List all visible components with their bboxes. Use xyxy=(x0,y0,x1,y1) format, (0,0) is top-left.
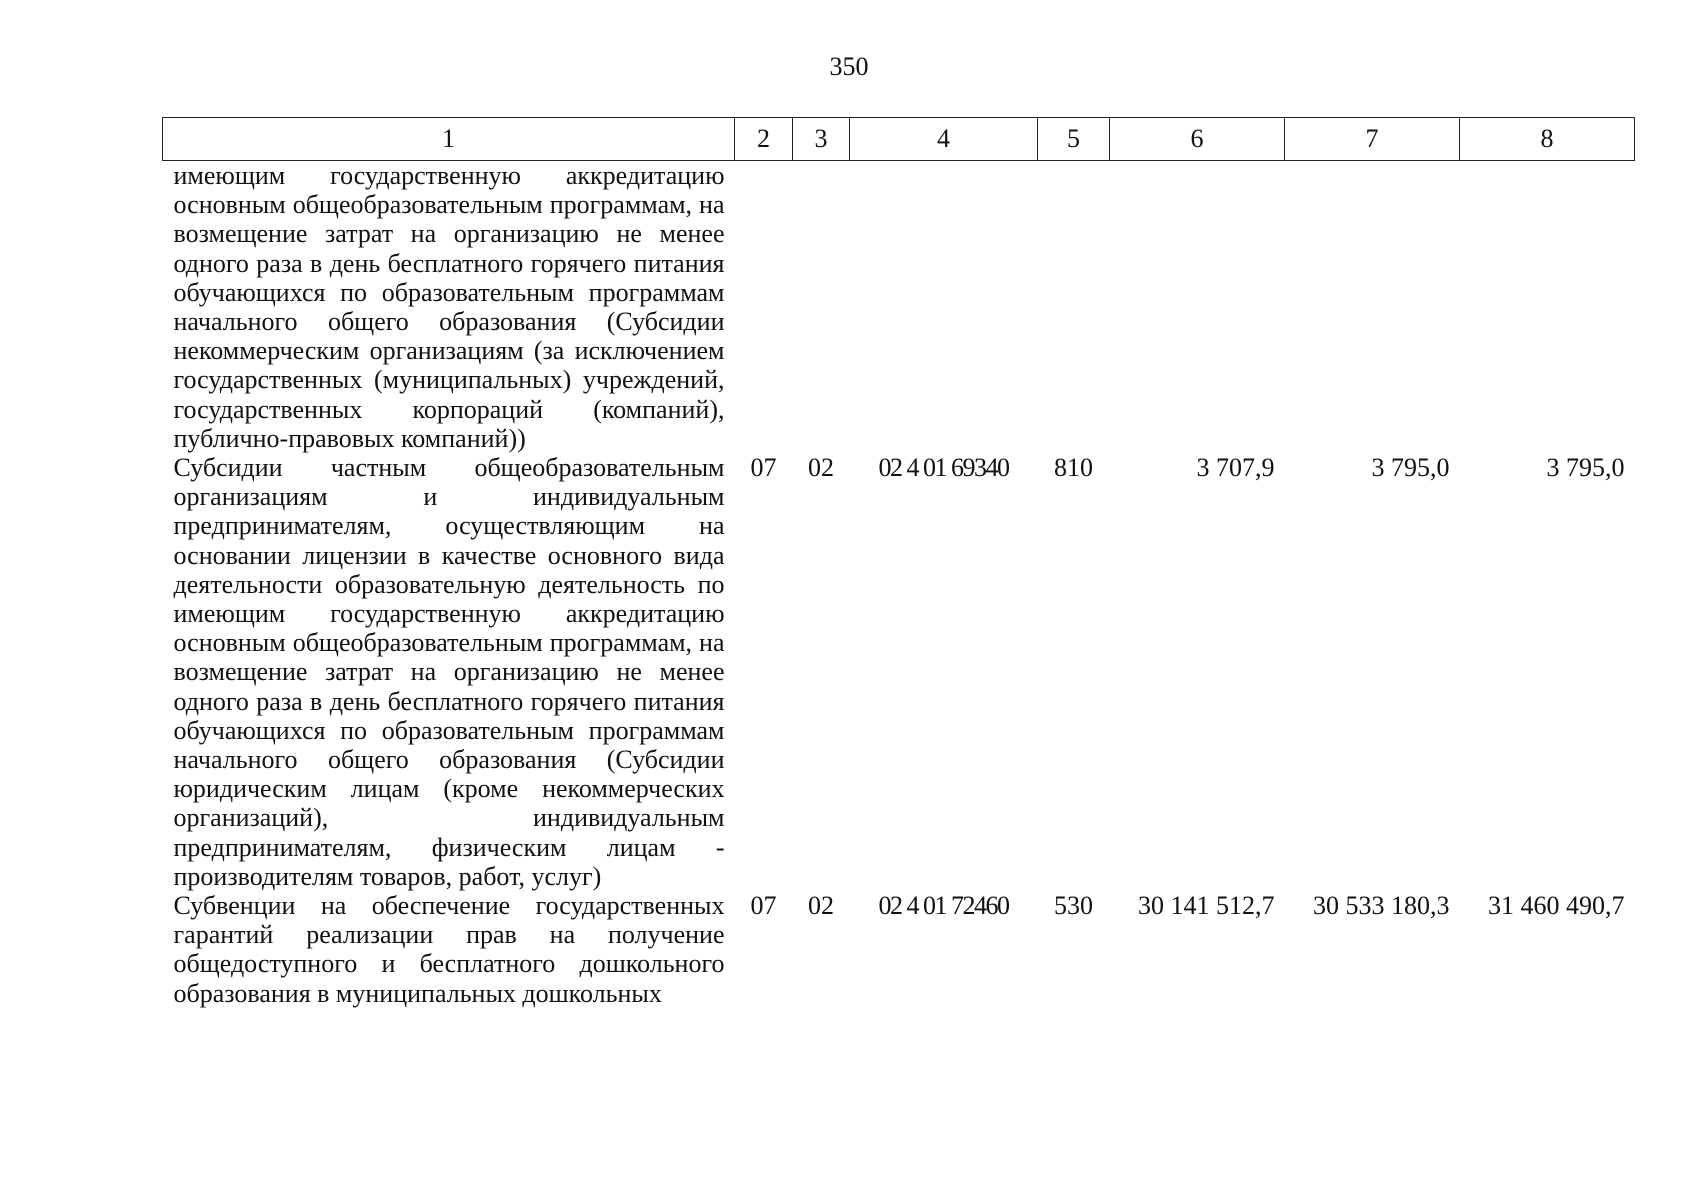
subsection-code xyxy=(793,161,850,454)
row-description-text: Субсидии частным общеобразовательным организациям и индивидуальным предпринимателям, осуществляющим на основании лицензии в качестве основного вида деятельности образовательную деятельность по имеющим государственную аккредитацию основным общеобразовательным программам, на возмещение затрат на организацию не менее одного раза в день бесплатного горячего питания обучающихся по образовательным программам начального общего образования (Субсидии юридическим лицам (кроме некоммерческих организаций), индивидуальным предпринимателям, физическим лицам - производителям товаров, работ, услуг) xyxy=(173,453,725,891)
column-header: 2 xyxy=(735,118,793,161)
amount-col-7 xyxy=(1285,161,1460,454)
table-header-row xyxy=(163,118,1635,161)
amount-col-6: 30 141 512,7 xyxy=(1138,891,1275,921)
table-row xyxy=(163,453,1635,891)
row-description-text: Субвенции на обеспечение государственных гарантий реализации прав на получение общедоступного и бесплатного дошкольного образования в муниципальных дошкольных xyxy=(173,891,725,1008)
column-header: 8 xyxy=(1460,118,1635,161)
row-description xyxy=(163,161,735,454)
section-code xyxy=(735,161,793,454)
row-description xyxy=(163,891,735,1008)
section-code: 07 xyxy=(750,891,777,921)
amount-col-7: 30 533 180,3 xyxy=(1313,891,1450,921)
target-article-code: 02 4 01 72460 xyxy=(878,891,1009,921)
expense-type-code xyxy=(1038,161,1110,454)
column-header: 7 xyxy=(1285,118,1460,161)
amount-col-8: 3 795,0 xyxy=(1546,453,1625,483)
amount-col-8 xyxy=(1460,161,1635,454)
target-article-code: 02 4 01 69340 xyxy=(878,453,1009,483)
table-row xyxy=(163,161,1635,454)
column-header: 6 xyxy=(1110,118,1285,161)
amount-col-7: 3 795,0 xyxy=(1371,453,1450,483)
amount-col-6 xyxy=(1110,161,1285,454)
column-header: 5 xyxy=(1038,118,1110,161)
expense-type-code: 810 xyxy=(1054,453,1093,483)
column-header: 1 xyxy=(163,118,735,161)
row-description-text: имеющим государственную аккредитацию основным общеобразовательным программам, на возмещение затрат на организацию не менее одного раза в день бесплатного горячего питания обучающихся по образовательным программам начального общего образования (Субсидии некоммерческим организациям (за исключением государственных (муниципальных) учреждений, государственных корпораций (компаний), публично-правовых компаний)) xyxy=(173,161,725,453)
amount-col-6: 3 707,9 xyxy=(1196,453,1275,483)
table-row xyxy=(163,891,1635,1008)
subsection-code: 02 xyxy=(808,453,834,483)
budget-table xyxy=(162,117,1635,1008)
column-header: 4 xyxy=(850,118,1038,161)
page-number: 350 xyxy=(829,52,869,81)
subsection-code: 02 xyxy=(808,891,834,921)
amount-col-8: 31 460 490,7 xyxy=(1488,891,1625,921)
row-description xyxy=(163,453,735,891)
section-code: 07 xyxy=(750,453,777,483)
target-article-code xyxy=(850,161,1038,454)
column-header: 3 xyxy=(793,118,850,161)
expense-type-code: 530 xyxy=(1054,891,1093,921)
